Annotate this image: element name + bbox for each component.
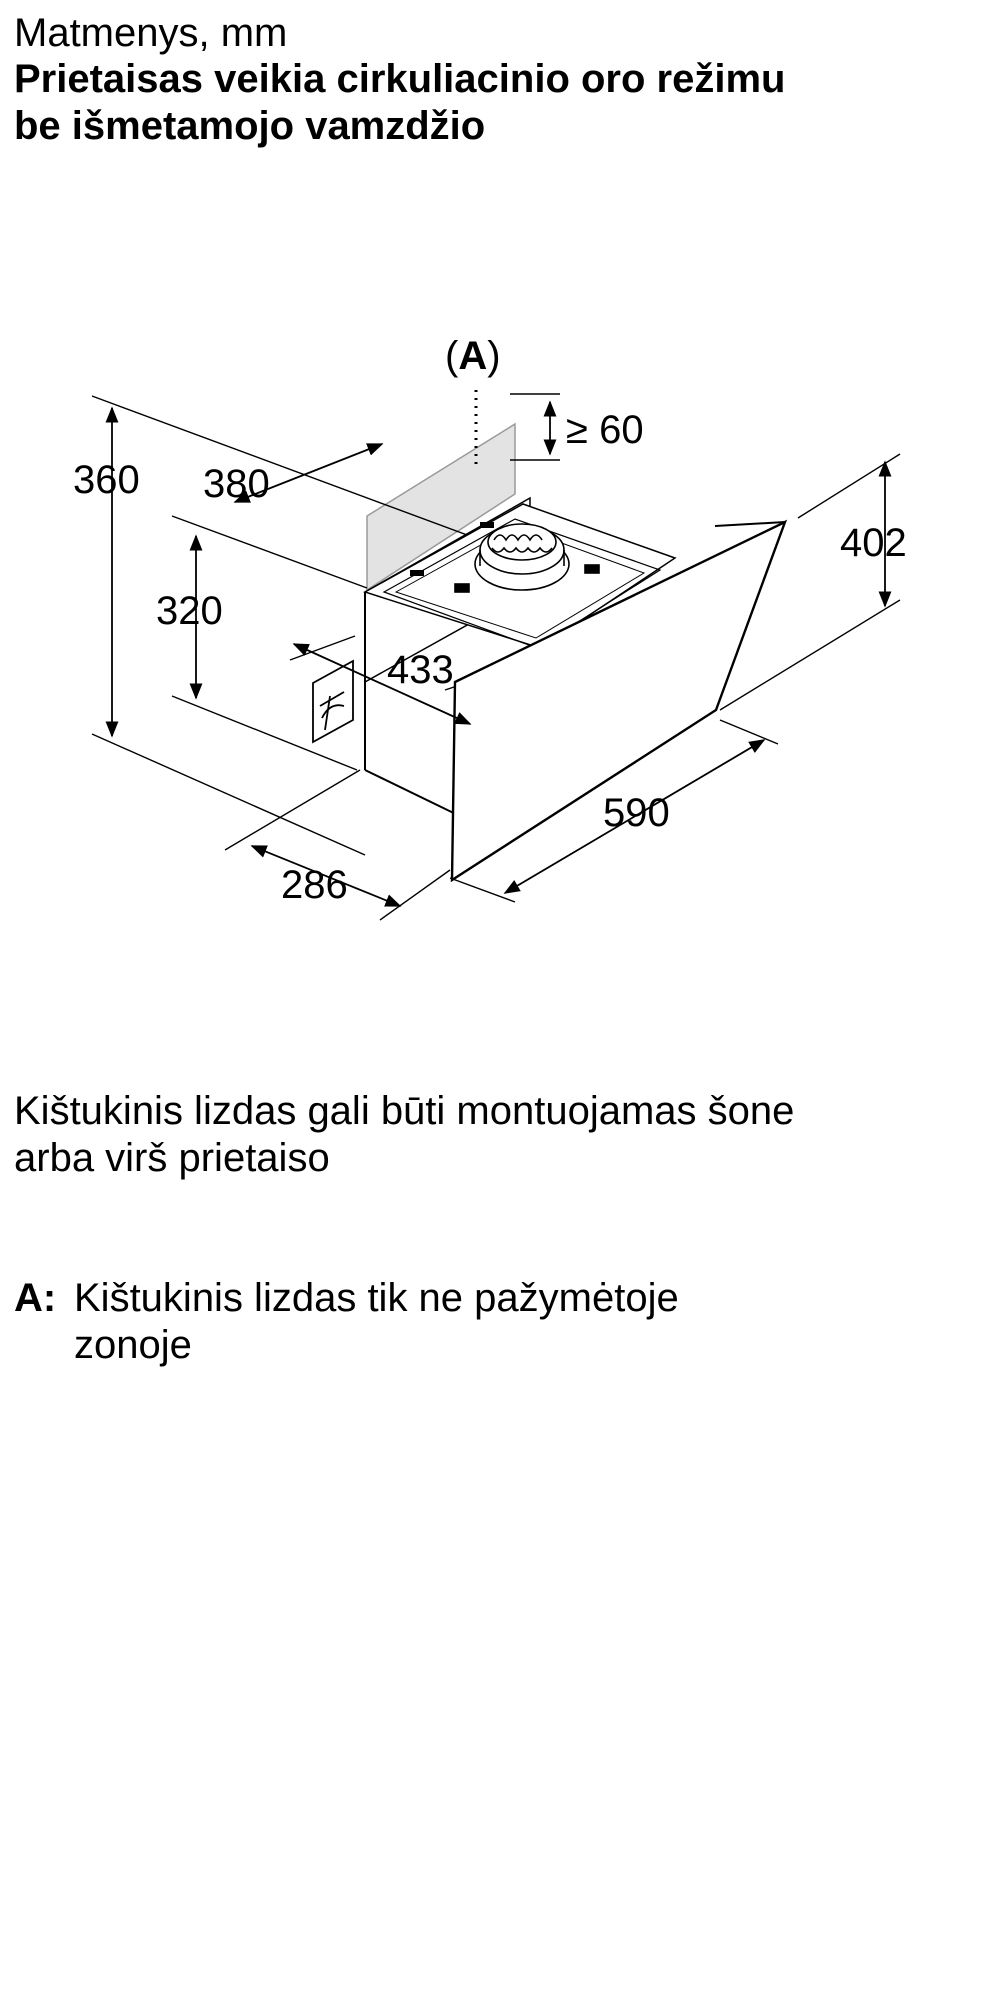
dim-width: 590 xyxy=(603,791,670,835)
legend-line-1: Kištukinis lizdas tik ne pažymėtoje xyxy=(74,1276,679,1320)
legend-key: A: xyxy=(14,1276,57,1320)
dim-panel-height: 402 xyxy=(840,521,907,565)
page-title-line-2: be išmetamojo vamzdžio xyxy=(14,104,486,148)
dim-min-clearance: ≥ 60 xyxy=(566,408,644,452)
zone-marker-label: (A) xyxy=(445,334,501,378)
panel-top-edge xyxy=(715,522,785,526)
dim-panel-depth: 286 xyxy=(281,863,348,907)
legend-item-a xyxy=(14,1275,984,1369)
installation-note xyxy=(14,1088,984,1182)
page-subtitle: Matmenys, mm xyxy=(14,11,288,55)
dim-total-height: 360 xyxy=(73,458,140,502)
page-title-line-1: Prietaisas veikia cirkuliacinio oro režimu xyxy=(14,57,786,101)
dim-depth-body: 433 xyxy=(387,648,454,692)
dim-depth-top: 380 xyxy=(203,462,270,506)
dim-body-height: 320 xyxy=(156,589,223,633)
legend-line-2: zonoje xyxy=(74,1323,192,1367)
hood-drawing xyxy=(0,330,1000,950)
socket-icon xyxy=(313,661,353,742)
note-line-1: Kištukinis lizdas gali būti montuojamas šone xyxy=(14,1089,795,1133)
dimension-diagram xyxy=(0,330,1000,950)
note-line-2: arba virš prietaiso xyxy=(14,1136,330,1180)
header xyxy=(14,10,984,150)
legend-description xyxy=(74,1275,984,1369)
